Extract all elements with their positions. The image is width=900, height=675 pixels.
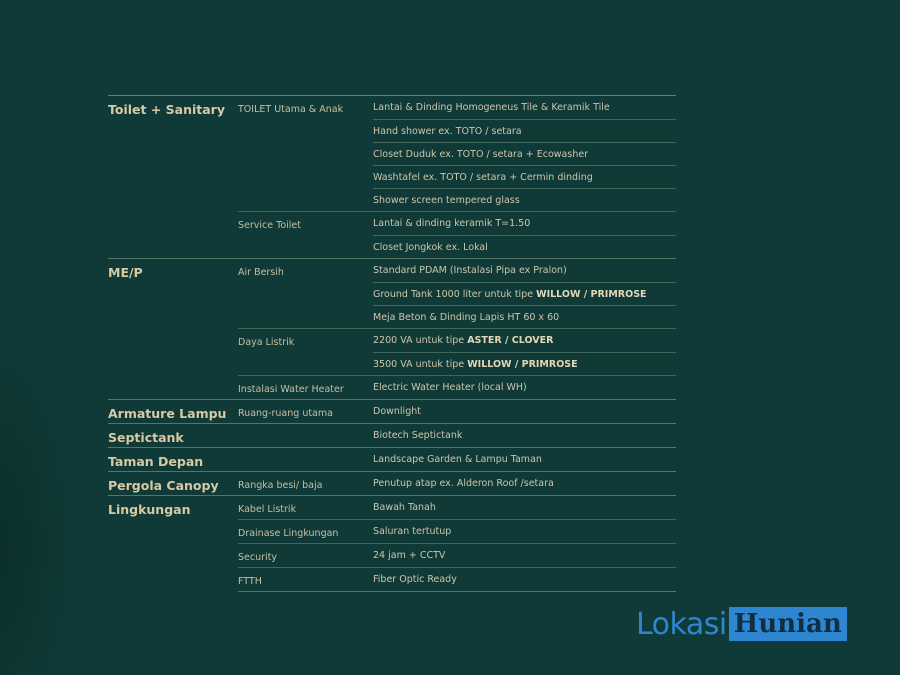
background-leaf-shadow [0,330,80,675]
spec-item [373,96,676,119]
spec-item-text: Bawah Tanah [373,502,436,513]
subcategory-row [238,96,676,211]
category-label: Armature Lampu [108,406,227,421]
category-label: Septictank [108,430,184,445]
subcategory-label: Daya Listrik [238,337,295,348]
category-label: Pergola Canopy [108,478,219,493]
spec-item [373,496,676,519]
spec-item [373,544,676,567]
spec-item [373,188,676,211]
spec-item [373,282,676,305]
subcategory-label: Ruang-ruang utama [238,408,333,419]
spec-item-text: Closet Jongkok ex. Lokal [373,242,488,253]
spec-item [373,212,676,235]
spec-item [373,472,676,495]
subcategory-label: Drainase Lingkungan [238,528,339,539]
spec-item [373,424,676,447]
category-label: Lingkungan [108,502,191,517]
spec-item-text: Meja Beton & Dinding Lapis HT 60 x 60 [373,312,560,323]
subcategory-row [238,448,676,471]
spec-item-text: Washtafel ex. TOTO / setara + Cermin dinding [373,172,593,183]
logo-text-lokasi: Lokasi [636,606,727,642]
spec-item [373,329,676,352]
spec-item [373,520,676,543]
spec-group [108,423,676,447]
subcategory-row [238,543,676,567]
subcategory-row [238,567,676,591]
spec-item-text: Biotech Septictank [373,430,463,441]
subcategory-row [238,211,676,258]
category-label: Toilet + Sanitary [108,102,225,117]
spec-group [108,399,676,423]
spec-group [108,471,676,495]
spec-item [373,352,676,375]
subcategory-label: Air Bersih [238,267,284,278]
spec-item-type-highlight: WILLOW / PRIMROSE [467,359,578,370]
category-label: ME/P [108,265,143,280]
spec-item-text: Fiber Optic Ready [373,574,457,585]
spec-item-text: Standard PDAM (Instalasi Pipa ex Pralon) [373,265,567,276]
category-label: Taman Depan [108,454,204,469]
spec-item-type-highlight: WILLOW / PRIMROSE [536,289,647,300]
subcategory-label: Rangka besi/ baja [238,480,323,491]
specification-table [108,95,676,592]
subcategory-row [238,519,676,543]
spec-item-text: 2200 VA untuk tipe [373,335,468,346]
spec-item [373,376,676,399]
subcategory-row [238,400,676,423]
logo-text-hunian: Hunian [729,607,847,641]
spec-group [108,95,676,258]
spec-item [373,142,676,165]
spec-item-text: Hand shower ex. TOTO / setara [373,126,522,137]
spec-item-text: 3500 VA untuk tipe [373,359,468,370]
spec-item [373,448,676,471]
spec-item [373,400,676,423]
subcategory-row [238,472,676,495]
subcategory-label: Kabel Listrik [238,504,297,515]
subcategory-label: Instalasi Water Heater [238,384,344,395]
spec-group [108,258,676,399]
spec-item-text: Electric Water Heater (local WH) [373,382,527,393]
subcategory-row [238,496,676,519]
spec-item-text: Closet Duduk ex. TOTO / setara + Ecowasher [373,149,589,160]
table-bottom-rule [238,591,676,592]
watermark-logo [636,606,847,642]
spec-group [108,447,676,471]
spec-item [373,568,676,591]
spec-group [108,495,676,591]
spec-item-text: Downlight [373,406,421,417]
spec-item-text: Saluran tertutup [373,526,452,537]
subcategory-label: Service Toilet [238,220,301,231]
subcategory-label: FTTH [238,576,262,587]
spec-item-text: 24 jam + CCTV [373,550,446,561]
spec-item [373,119,676,142]
spec-item-text: Ground Tank 1000 liter untuk tipe [373,289,537,300]
subcategory-row [238,328,676,375]
subcategory-row [238,375,676,399]
spec-item [373,259,676,282]
spec-item-text: Shower screen tempered glass [373,195,520,206]
spec-item [373,235,676,258]
subcategory-row [238,259,676,328]
subcategory-label: Security [238,552,278,563]
spec-item-text: Penutup atap ex. Alderon Roof /setara [373,478,554,489]
spec-item [373,165,676,188]
spec-item-type-highlight: ASTER / CLOVER [467,335,554,346]
subcategory-label: TOILET Utama & Anak [238,104,344,115]
spec-item-text: Lantai & dinding keramik T=1.50 [373,218,531,229]
subcategory-row [238,424,676,447]
spec-item [373,305,676,328]
spec-item-text: Landscape Garden & Lampu Taman [373,454,542,465]
spec-item-text: Lantai & Dinding Homogeneus Tile & Keramik Tile [373,102,610,113]
